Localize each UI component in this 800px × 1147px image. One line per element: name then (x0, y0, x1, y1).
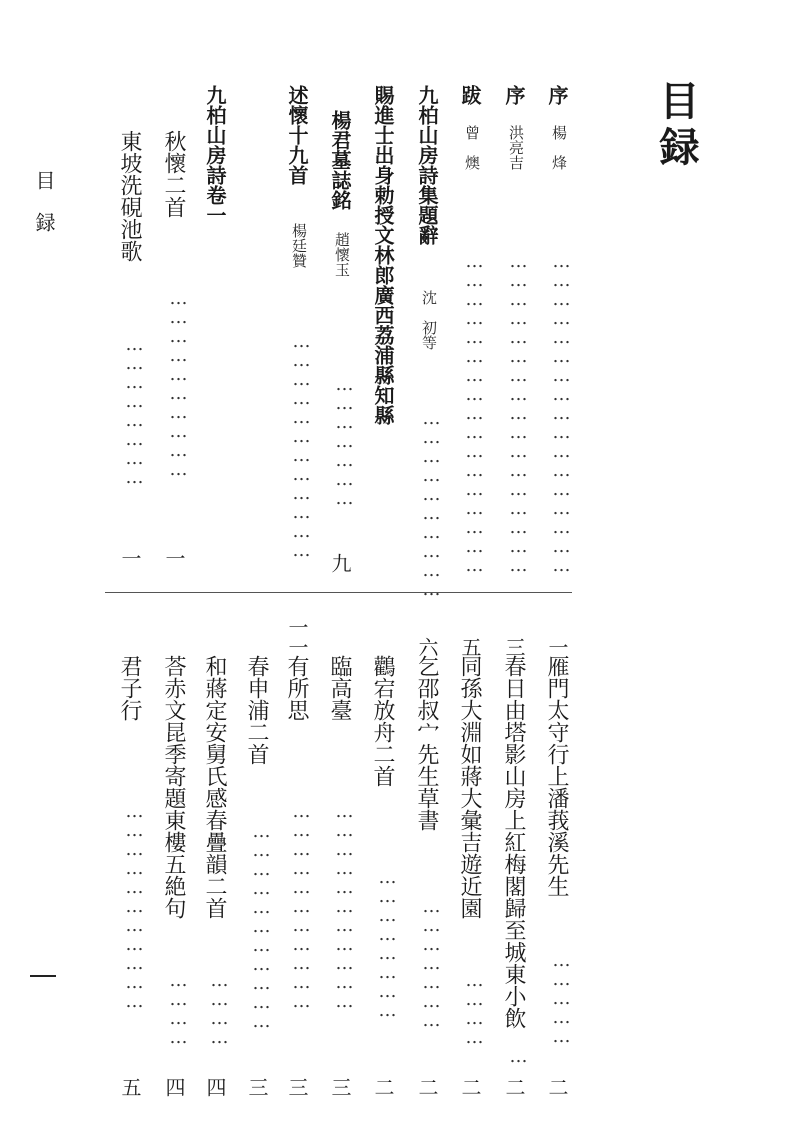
leader-dots: ………… (168, 969, 189, 1046)
entry-title: 雁門太守行上潘莪溪先生 (544, 655, 569, 897)
entry-page: 二 (502, 1077, 526, 1097)
leader-dots: …………………………… (291, 800, 312, 1010)
entry-page: 九 (328, 553, 352, 573)
entry-title: 序 (502, 85, 526, 105)
entry-author: 楊 烽 (550, 125, 568, 170)
entry-page: 一 (545, 637, 569, 657)
leader-dots: …………………… (377, 866, 398, 1019)
entry-title: 述懷十九首 (285, 85, 309, 185)
entry-page: 一 (162, 548, 186, 568)
entry-title: 跋 (458, 85, 482, 105)
leader-dots: …………………………………………… (551, 250, 572, 574)
entry-title: 和蔣定安舅氏感春疊韻二首 (202, 655, 227, 919)
leader-dots: ……………………………… (291, 331, 312, 559)
entry-title: 九柏山房詩卷一 (203, 85, 227, 225)
entry-title: 序 (545, 85, 569, 105)
leader-dots: ………………………… (421, 408, 442, 598)
entry-page: 六 (415, 637, 439, 657)
entry-page: 五 (118, 1077, 142, 1097)
leader-dots: ………………………… (168, 287, 189, 478)
entry-page: 四 (162, 1077, 186, 1097)
entry-author: 楊廷贊 (290, 223, 308, 268)
leader-dots: … (508, 1045, 529, 1065)
entry-title: 同孫大淵如蔣大彙吉遊近園 (457, 655, 482, 919)
entry-author: 曾 燠 (463, 125, 481, 170)
entry-title: 有所思 (284, 655, 309, 721)
entry-author: 趙懷玉 (333, 232, 351, 277)
entry-page: 三 (285, 1077, 309, 1097)
entry-page: 二 (371, 1077, 395, 1097)
entry-page: 三 (245, 1077, 269, 1097)
entry-title: 東坡洗硯池歌 (117, 130, 142, 262)
leader-dots: …………………………… (124, 800, 145, 1010)
entry-author: 沈 初等 (420, 290, 438, 350)
entry-title: 楊君墓誌銘 (328, 110, 352, 210)
section-divider (105, 592, 572, 593)
leader-dots: ………………… (421, 896, 442, 1029)
entry-page: 三 (328, 1077, 352, 1097)
entry-page: 五 (458, 637, 482, 657)
leader-dots: …………………………………………… (508, 250, 529, 574)
entry-title: 臨高臺 (327, 655, 352, 721)
entry-page: 一一 (285, 617, 309, 657)
leader-dots: …………………… (124, 334, 145, 486)
entry-author: 洪亮吉 (507, 125, 525, 170)
entry-page: 一 (118, 548, 142, 568)
page-title: 目録 (653, 80, 700, 172)
leader-dots: ………… (209, 969, 230, 1046)
running-head: 目録 (32, 170, 56, 254)
page-number-text (30, 977, 31, 978)
entry-title: 九柏山房詩集題辭 (415, 85, 439, 245)
entry-title: 荅赤文昆季寄題東樓五絶句 (161, 655, 186, 919)
leader-dots: …………… (551, 950, 572, 1045)
entry-page: 二 (458, 1077, 482, 1097)
leader-dots: …………………………… (334, 800, 355, 1010)
leader-dots: …………………………… (251, 820, 272, 1030)
entry-page: 三 (502, 637, 526, 657)
entry-page: 二 (545, 1077, 569, 1097)
entry-title: 鸛宕放舟二首 (370, 655, 395, 787)
leader-dots: ………… (464, 969, 485, 1046)
entry-title: 秋懷二首 (161, 130, 186, 218)
entry-title: 春申浦二首 (244, 655, 269, 765)
entry-page: 二 (415, 1077, 439, 1097)
entry-title: 賜進士出身勅授文林郎廣西荔浦縣知縣 (371, 85, 395, 425)
entry-title: 春日由塔影山房上紅梅閣歸至城東小飲 (501, 655, 526, 1029)
leader-dots: ………………… (334, 373, 355, 507)
leader-dots: …………………………………………… (464, 250, 485, 574)
entry-title: 乞邵叔宀先生草書 (414, 655, 439, 831)
page-number (30, 975, 56, 977)
entry-title: 君子行 (117, 655, 142, 721)
entry-page: 四 (203, 1077, 227, 1097)
